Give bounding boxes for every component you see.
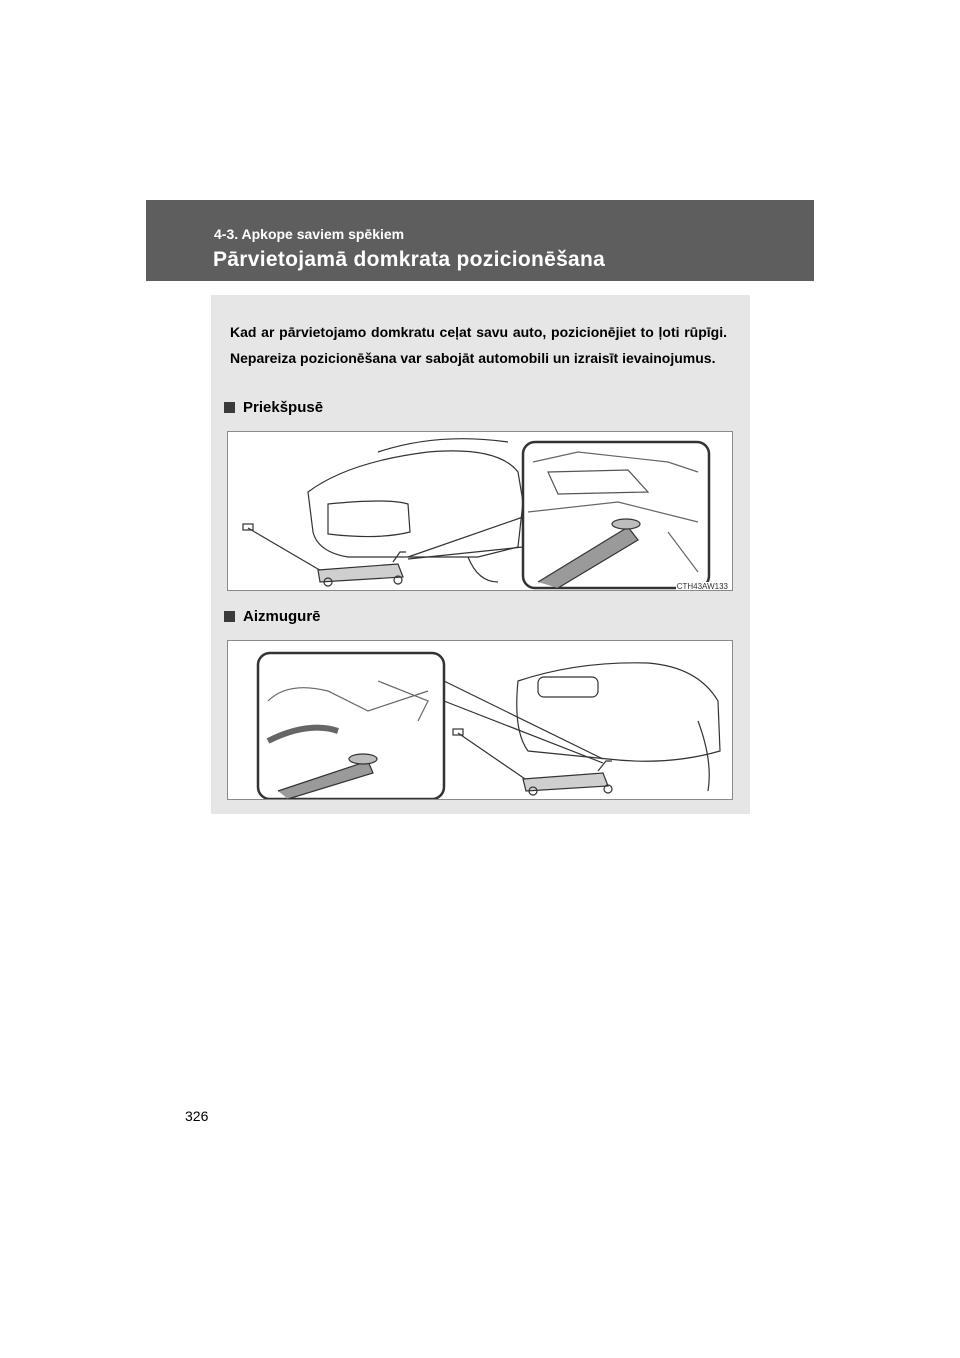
rear-jack-illustration: [227, 640, 733, 800]
rear-car-drawing: [228, 641, 733, 800]
page-title: Pārvietojamā domkrata pozicionēšana: [213, 248, 606, 271]
subheading-rear: [224, 608, 321, 625]
subheading-front: [224, 399, 323, 416]
figure-code: CTH43AW133: [676, 582, 728, 591]
front-car-drawing: [228, 432, 733, 591]
page-number: 326: [185, 1108, 209, 1124]
intro-paragraph: Kad ar pārvietojamo domkratu ceļat savu auto, pozicionējiet to ļoti rūpīgi. Nepareiza pozicionēšana var sabojāt automobili un izraisīt ievainojumus.: [230, 324, 727, 366]
subheading-rear-label: Aizmugurē: [243, 608, 321, 625]
section-label: 4-3. Apkope saviem spēkiem: [214, 226, 405, 242]
front-jack-illustration: [227, 431, 733, 591]
subheading-front-label: Priekšpusē: [243, 399, 324, 416]
chapter-header: [146, 200, 814, 281]
square-bullet-icon: [224, 611, 235, 622]
content-panel: [211, 295, 750, 814]
square-bullet-icon: [224, 402, 235, 413]
